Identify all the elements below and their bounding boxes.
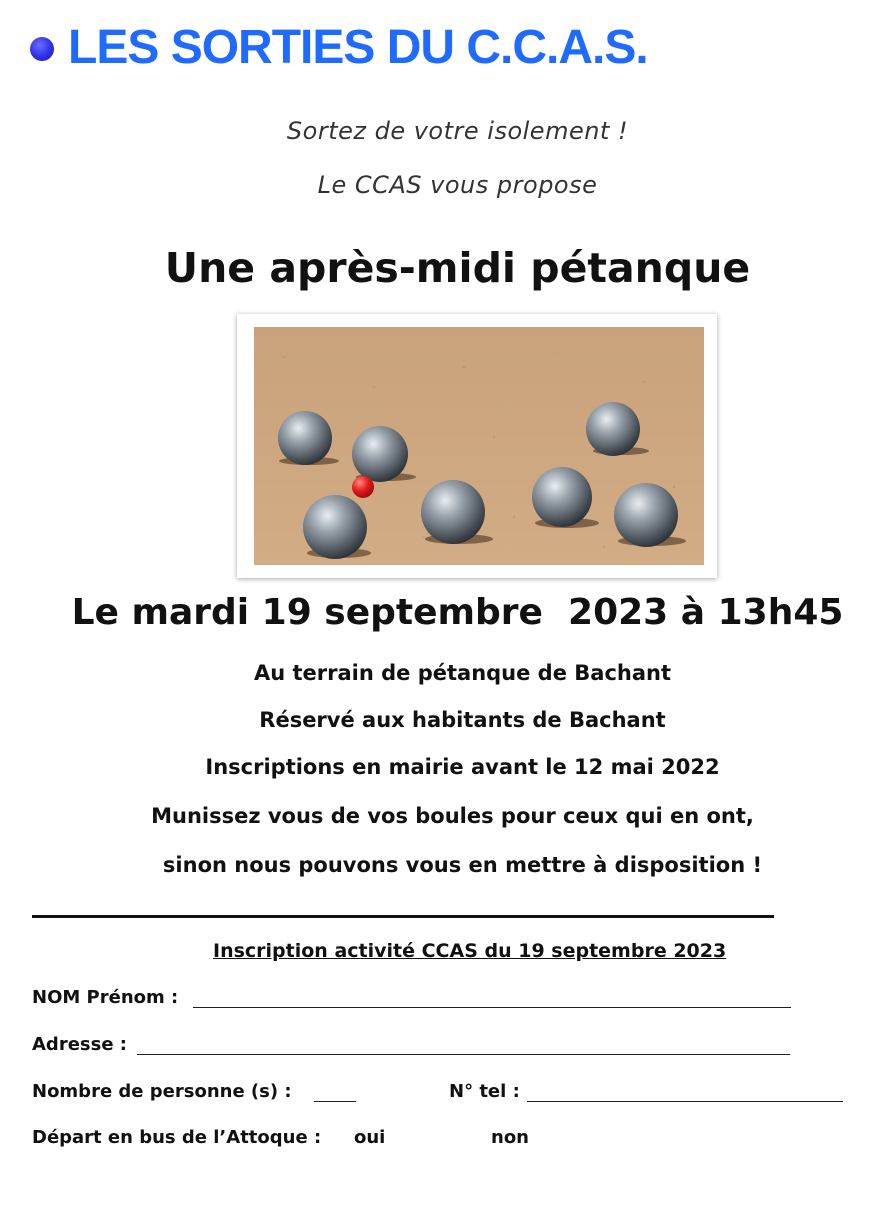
info-registration: Inscriptions en mairie avant le 12 mai 2022	[205, 755, 720, 779]
petanque-photo-frame	[237, 314, 717, 578]
cut-separator	[32, 915, 774, 918]
persons-label: Nombre de personne (s) :	[32, 1081, 292, 1102]
page-title: LES SORTIES DU C.C.A.S.	[68, 21, 648, 74]
intro-line-1: Sortez de votre isolement !	[286, 117, 629, 145]
bus-option-oui[interactable]: oui	[354, 1127, 386, 1148]
address-label: Adresse :	[32, 1034, 128, 1055]
info-provided: sinon nous pouvons vous en mettre à disposition !	[162, 853, 763, 877]
name-label: NOM Prénom :	[32, 987, 179, 1008]
info-reserved: Réservé aux habitants de Bachant	[259, 708, 666, 732]
petanque-photo	[254, 327, 704, 565]
address-field[interactable]	[137, 1054, 790, 1055]
tel-label: N° tel :	[449, 1081, 520, 1102]
info-bring-boules: Munissez vous de vos boules pour ceux qui en ont,	[151, 804, 754, 828]
form-title: Inscription activité CCAS du 19 septembre 2023	[213, 940, 727, 962]
event-title: Une après-midi pétanque	[164, 244, 751, 292]
bus-label: Départ en bus de l’Attoque :	[32, 1127, 322, 1148]
info-location: Au terrain de pétanque de Bachant	[253, 661, 672, 685]
name-field[interactable]	[193, 1007, 791, 1008]
event-date: Le mardi 19 septembre 2023 à 13h45	[71, 592, 844, 633]
bullet-icon	[30, 37, 54, 61]
intro-line-2: Le CCAS vous propose	[317, 171, 598, 199]
persons-field[interactable]	[314, 1101, 356, 1102]
bus-option-non[interactable]: non	[491, 1127, 529, 1148]
tel-field[interactable]	[527, 1101, 843, 1102]
